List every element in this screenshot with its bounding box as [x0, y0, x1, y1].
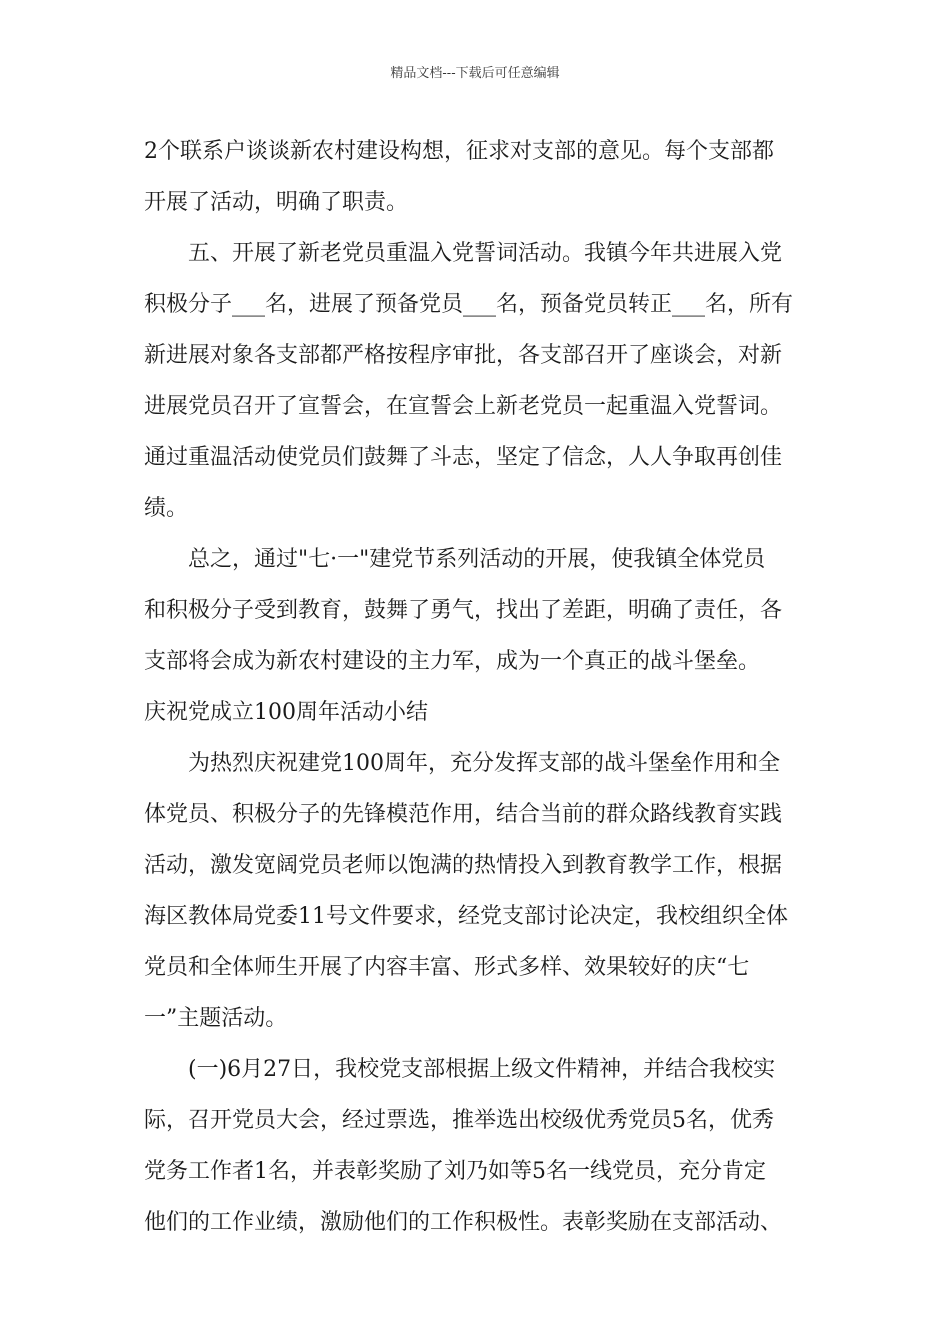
text-line: 一”主题活动。: [144, 1006, 288, 1031]
text-line: 活动，激发宽阔党员老师以饱满的热情投入到教育教学工作，根据: [144, 853, 783, 878]
text-line: 开展了活动，明确了职责。: [144, 190, 409, 215]
text-line: 绩。: [144, 496, 189, 521]
text-line: 进展党员召开了宣誓会，在宣誓会上新老党员一起重温入党誓词。: [144, 394, 783, 419]
paragraph-start-line: (一)6月27日，我校党支部根据上级文件精神，并结合我校实: [188, 1057, 776, 1082]
text-line: 2个联系户谈谈新农村建设构想，征求对支部的意见。每个支部都: [144, 139, 774, 164]
document-body: [144, 130, 806, 1252]
text-line: 支部将会成为新农村建设的主力军，成为一个真正的战斗堡垒。: [144, 649, 761, 674]
text-line: 党务工作者1名，并表彰奖励了刘乃如等5名一线党员，充分肯定: [144, 1159, 766, 1184]
text-line: 体党员、积极分子的先锋模范作用，结合当前的群众路线教育实践: [144, 802, 783, 827]
paragraph-start-line: 五、开展了新老党员重温入党誓词活动。我镇今年共进展入党: [188, 241, 783, 266]
text-line: 他们的工作业绩，激励他们的工作积极性。表彰奖励在支部活动、: [144, 1210, 783, 1235]
text-line: 通过重温活动使党员们鼓舞了斗志，坚定了信念，人人争取再创佳: [144, 445, 783, 470]
text-line: 海区教体局党委11号文件要求，经党支部讨论决定，我校组织全体: [144, 904, 788, 929]
text-line: 积极分子___名，进展了预备党员___名，预备党员转正___名，所有: [144, 292, 794, 317]
text-line: 党员和全体师生开展了内容丰富、形式多样、效果较好的庆“七: [144, 955, 750, 980]
text-line: 际，召开党员大会，经过票选，推举选出校级优秀党员5名，优秀: [144, 1108, 774, 1133]
page-header: 精品文档---下载后可任意编辑: [390, 66, 560, 81]
paragraph-start-line: 为热烈庆祝建党100周年，充分发挥支部的战斗堡垒作用和全: [188, 751, 780, 776]
text-line: 和积极分子受到教育，鼓舞了勇气，找出了差距，明确了责任，各: [144, 598, 783, 623]
text-line: 新进展对象各支部都严格按程序审批，各支部召开了座谈会，对新: [144, 343, 783, 368]
section-title: 庆祝党成立100周年活动小结: [144, 700, 428, 725]
paragraph-start-line: 总之，通过"七·一"建党节系列活动的开展，使我镇全体党员: [188, 547, 766, 572]
